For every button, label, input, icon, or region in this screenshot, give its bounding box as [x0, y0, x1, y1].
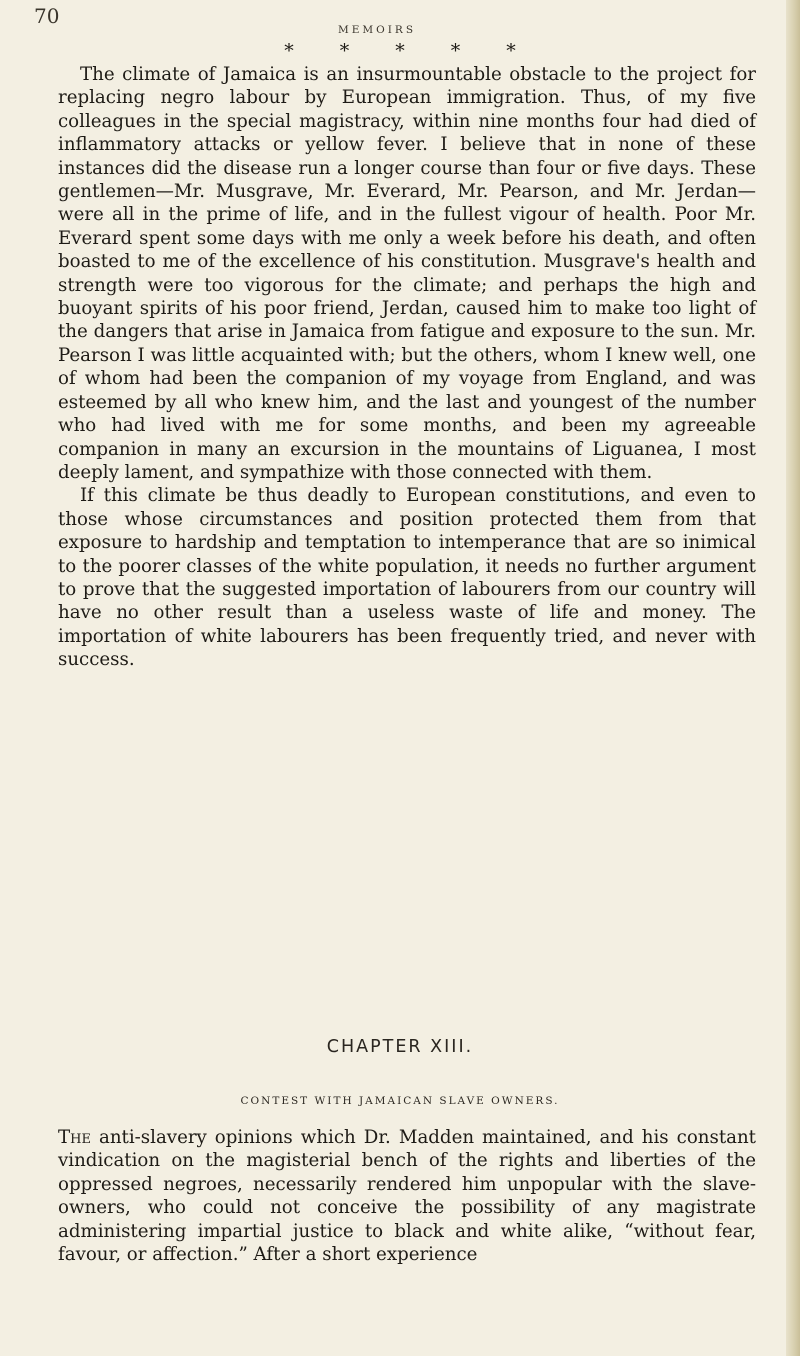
paragraph-anti-slavery-text: anti-slavery opinions which Dr. Madden maintained, and his constant vindication on the magisterial bench of the rights and liberties of the oppressed negroes, necessarily rendered him unpopular with the slave-owners, who could not conceive the possibility of any magistrate administering impartial justice to black and white alike, “without fear, favour, or affection.” After a short experience — [58, 1127, 756, 1266]
section-break-asterisk: * — [284, 40, 294, 62]
paragraph-deadly-climate: If this climate be thus deadly to European constitutions, and even to those whose circumstances and position protected them from that exposure to hardship and temptation to intemperance that are so inimical to the poorer classes of the white population, it needs no further argument to prove that the suggested importation of labourers from our country will have no other result than a useless waste of life and money. The importation of white labourers has been frequently tried, and never with success. — [58, 485, 756, 671]
chapter-title: CHAPTER XIII. — [326, 1037, 474, 1057]
page-edge — [786, 0, 800, 1356]
paragraph-anti-slavery — [58, 1126, 756, 1266]
chapter-subtitle: CONTEST WITH JAMAICAN SLAVE OWNERS. — [240, 1095, 560, 1107]
section-break-asterisk: * — [506, 40, 516, 62]
section-break-asterisk: * — [339, 40, 350, 62]
body-text-top — [58, 63, 756, 672]
paragraph-climate: The climate of Jamaica is an insurmountable obstacle to the project for replacing negro labour by European immigration. Thus, of my five colleagues in the special magistracy, within nine months four had died of inflammatory attacks or yellow fever. I believe that in none of these instances did the disease run a longer course than four or five days. These gentlemen—Mr. Musgrave, Mr. Everard, Mr. Pearson, and Mr. Jerdan—were all in the prime of life, and in the fullest vigour of health. Poor Mr. Everard spent some days with me only a week before his death, and often boasted to me of the excellence of his constitution. Musgrave's health and strength were too vigorous for the climate; and perhaps the high and buoyant spirits of his poor friend, Jerdan, caused him to make too light of the dangers that arise in Jamaica from fatigue and exposure to the sun. Mr. Pearson I was little acquainted with; but the others, whom I knew well, one of whom had been the companion of my voyage from England, and was esteemed by all who knew him, and the last and youngest of the number who had lived with me for some months, and been my agreeable companion in many an excursion in the mountains of Liguanea, I most deeply lament, and sympathize with those connected with them. — [58, 64, 756, 483]
section-break — [0, 40, 800, 62]
body-text-bottom — [58, 1126, 756, 1266]
lead-word: The — [58, 1127, 91, 1148]
section-break-asterisk: * — [450, 40, 461, 62]
section-break-asterisk: * — [395, 40, 405, 62]
page-number: 70 — [34, 4, 60, 28]
running-head: MEMOIRS — [338, 24, 417, 36]
